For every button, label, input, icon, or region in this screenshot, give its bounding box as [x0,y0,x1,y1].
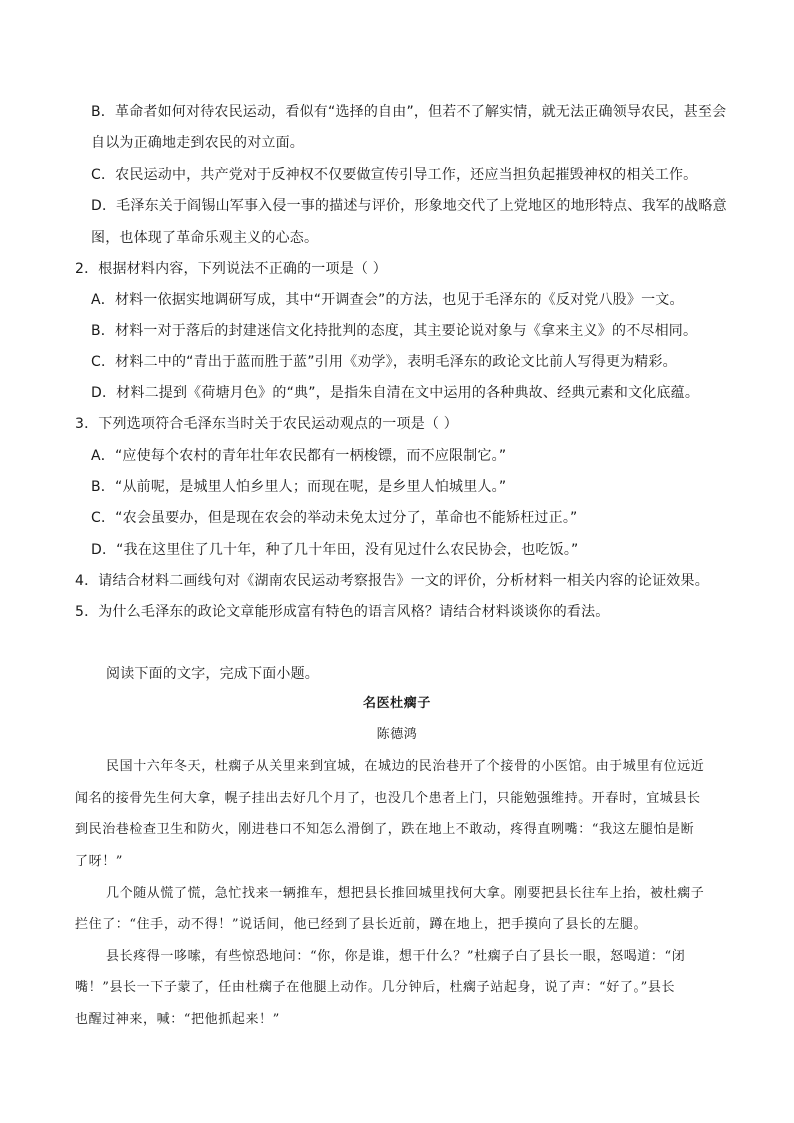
q2-option-a: A．材料一依据实地调研写成，其中“开调查会”的方法，也见于毛泽东的《反对党八股》一文。 [91,292,684,308]
story-paragraph-2-line2: 拦住了：“住手，动不得！”说话间，他已经到了县长近前，蹲在地上，把手摸向了县长的左腿。 [75,917,648,932]
q1-option-b-line1: B．革命者如何对待农民运动，看似有“选择的自由”，但若不了解实情，就无法正确领导农民，甚至会 [91,104,727,120]
story-paragraph-3-line3: 也醒过神来，喊：“把他抓起来！” [75,1012,280,1027]
q3-option-b: B．“从前呢，是城里人怕乡里人；而现在呢，是乡里人怕城里人。” [91,479,507,495]
story-paragraph-1-line2: 闻名的接骨先生何大拿，幌子挂出去好几个月了，也没几个患者上门，只能勉强维持。开春时，宜城县长 [75,791,701,806]
q4-stem: 4．请结合材料二画线句对《湖南农民运动考察报告》一文的评价，分析材料一相关内容的论证效果。 [75,573,709,589]
story-paragraph-1-line4: 了呀！” [75,854,124,869]
q1-option-d-line1: D．毛泽东关于阎锡山军事入侵一事的描述与评价，形象地交代了上党地区的地形特点、我军的战略意 [91,198,727,214]
q3-option-c: C．“农会虽要办，但是现在农会的举动未免太过分了，革命也不能矫枉过正。” [91,510,578,526]
story-paragraph-1-line3: 到民治巷检查卫生和防火，刚进巷口不知怎么滑倒了，跌在地上不敢动，疼得直咧嘴：“我这左腿怕是断 [75,822,695,837]
story-title: 名医杜瘸子 [362,696,431,711]
q1-option-c: C．农民运动中，共产党对于反神权不仅要做宣传引导工作，还应当担负起摧毁神权的相关工作。 [91,167,698,183]
q3-stem: 3．下列选项符合毛泽东当时关于农民运动观点的一项是（ ） [75,416,458,432]
q1-option-d-line2: 图，也体现了革命乐观主义的心态。 [91,230,319,246]
q2-option-b: B．材料一对于落后的封建迷信文化持批判的态度，其主要论说对象与《拿来主义》的不尽相同。 [91,323,698,339]
story-author: 陈德鸿 [376,727,418,742]
q2-option-c: C．材料二中的“青出于蓝而胜于蓝”引用《劝学》，表明毛泽东的政论文比前人写得更为精彩。 [91,354,677,370]
story-paragraph-1-line1: 民国十六年冬天，杜瘸子从关里来到宜城，在城边的民治巷开了个接骨的小医馆。由于城里有位远近 [106,759,705,774]
reading-instruction: 阅读下面的文字，完成下面小题。 [106,666,319,682]
q3-option-a: A．“应使每个农村的青年壮年农民都有一柄梭镖，而不应限制它。” [91,448,507,464]
q5-stem: 5．为什么毛泽东的政论文章能形成富有特色的语言风格？请结合材料谈谈你的看法。 [75,604,610,620]
story-paragraph-2-line1: 几个随从慌了慌，急忙找来一辆推车，想把县长推回城里找何大拿。刚要把县长往车上抬，被杜瘸子 [106,886,705,901]
q2-stem: 2．根据材料内容，下列说法不正确的一项是（ ） [75,261,387,277]
q2-option-d: D．材料二提到《荷塘月色》的“典”，是指朱自清在文中运用的各种典故、经典元素和文化底蕴。 [91,385,700,401]
story-paragraph-3-line2: 嘴！”县长一下子蒙了，任由杜瘸子在他腿上动作。几分钟后，杜瘸子站起身，说了声：“好了。”县长 [75,980,676,995]
q1-option-b-line2: 自以为正确地走到农民的对立面。 [91,135,304,151]
story-paragraph-3-line1: 县长疼得一哆嗦，有些惊恐地问：“你，你是谁，想干什么？”杜瘸子白了县长一眼，怒喝道：“闭 [106,949,686,964]
q3-option-d: D．“我在这里住了几十年，种了几十年田，没有见过什么农民协会，也吃饭。” [91,542,579,558]
